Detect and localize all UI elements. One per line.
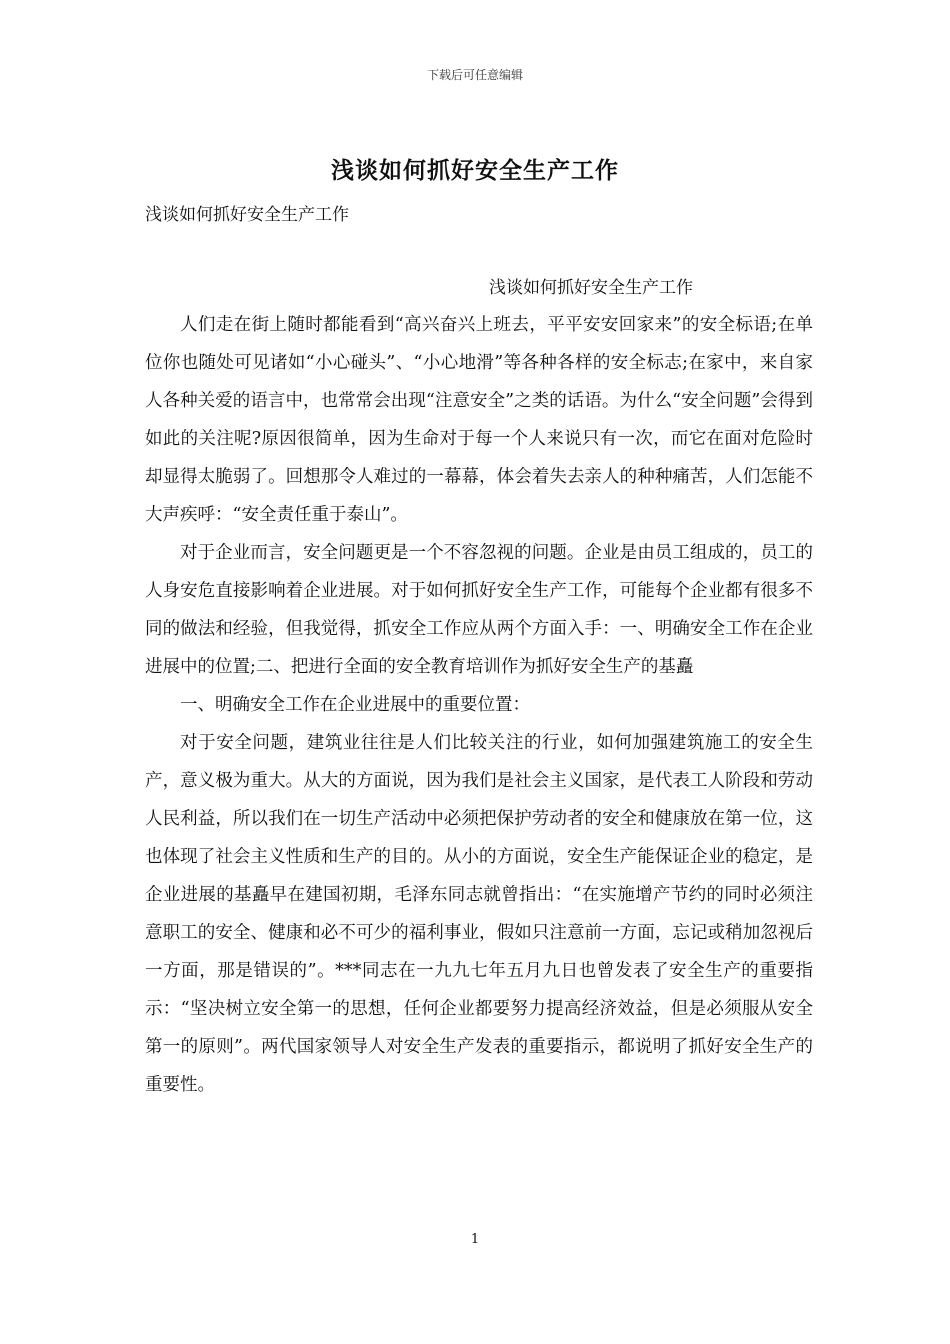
paragraph-3-heading: 一、明确安全工作在企业进展中的重要位置： <box>180 695 530 715</box>
paragraph-2: 对于企业而言，安全问题更是一个不容忽视的问题。企业是由员工组成的，员工的人身安危直接影响着企业进展。对于如何抓好安全生产工作，可能每个企业都有很多不同的做法和经验，但我觉得，抓安全工作应从两个方面入手：一、明确安全工作在企业进展中的位置;二、把进行全面的安全教育培训作为抓好安全生产的基矗 <box>145 543 813 677</box>
document-body <box>145 306 813 1104</box>
page-header-note: 下载后可任意编辑 <box>426 68 523 82</box>
paragraph-1: 人们走在街上随时都能看到“高兴奋兴上班去，平平安安回家来”的安全标语;在单位你也随处可见诸如“小心碰头”、“小心地滑”等各种各样的安全标志;在家中，来自家人各种关爱的语言中，也常常会出现“注意安全”之类的话语。为什么“安全问题”会得到如此的关注呢?原因很简单，因为生命对于每一个人来说只有一次，而它在面对危险时却显得太脆弱了。回想那令人难过的一幕幕，体会着失去亲人的种种痛苦，人们怎能不大声疾呼：“安全责任重于泰山”。 <box>145 315 813 525</box>
section-heading: 浅谈如何抓好安全生产工作 <box>489 278 693 298</box>
document-title: 浅谈如何抓好安全生产工作 <box>331 157 619 184</box>
paragraph-4: 对于安全问题，建筑业往往是人们比较关注的行业，如何加强建筑施工的安全生产，意义极为重大。从大的方面说，因为我们是社会主义国家，是代表工人阶段和劳动人民利益，所以我们在一切生产活动中必须把保护劳动者的安全和健康放在第一位，这也体现了社会主义性质和生产的目的。从小的方面说，安全生产能保证企业的稳定，是企业进展的基矗早在建国初期，毛泽东同志就曾指出：“在实施增产节约的同时必须注意职工的安全、健康和必不可少的福利事业，假如只注意前一方面，忘记或稍加忽视后一方面，那是错误的”。***同志在一九九七年五月九日也曾发表了安全生产的重要指示：“坚决树立安全第一的思想，任何企业都要努力提高经济效益，但是必须服从安全第一的原则”。两代国家领导人对安全生产发表的重要指示，都说明了抓好安全生产的重要性。 <box>145 733 813 1095</box>
document-subtitle: 浅谈如何抓好安全生产工作 <box>145 205 349 225</box>
page-number: 1 <box>470 1232 480 1247</box>
